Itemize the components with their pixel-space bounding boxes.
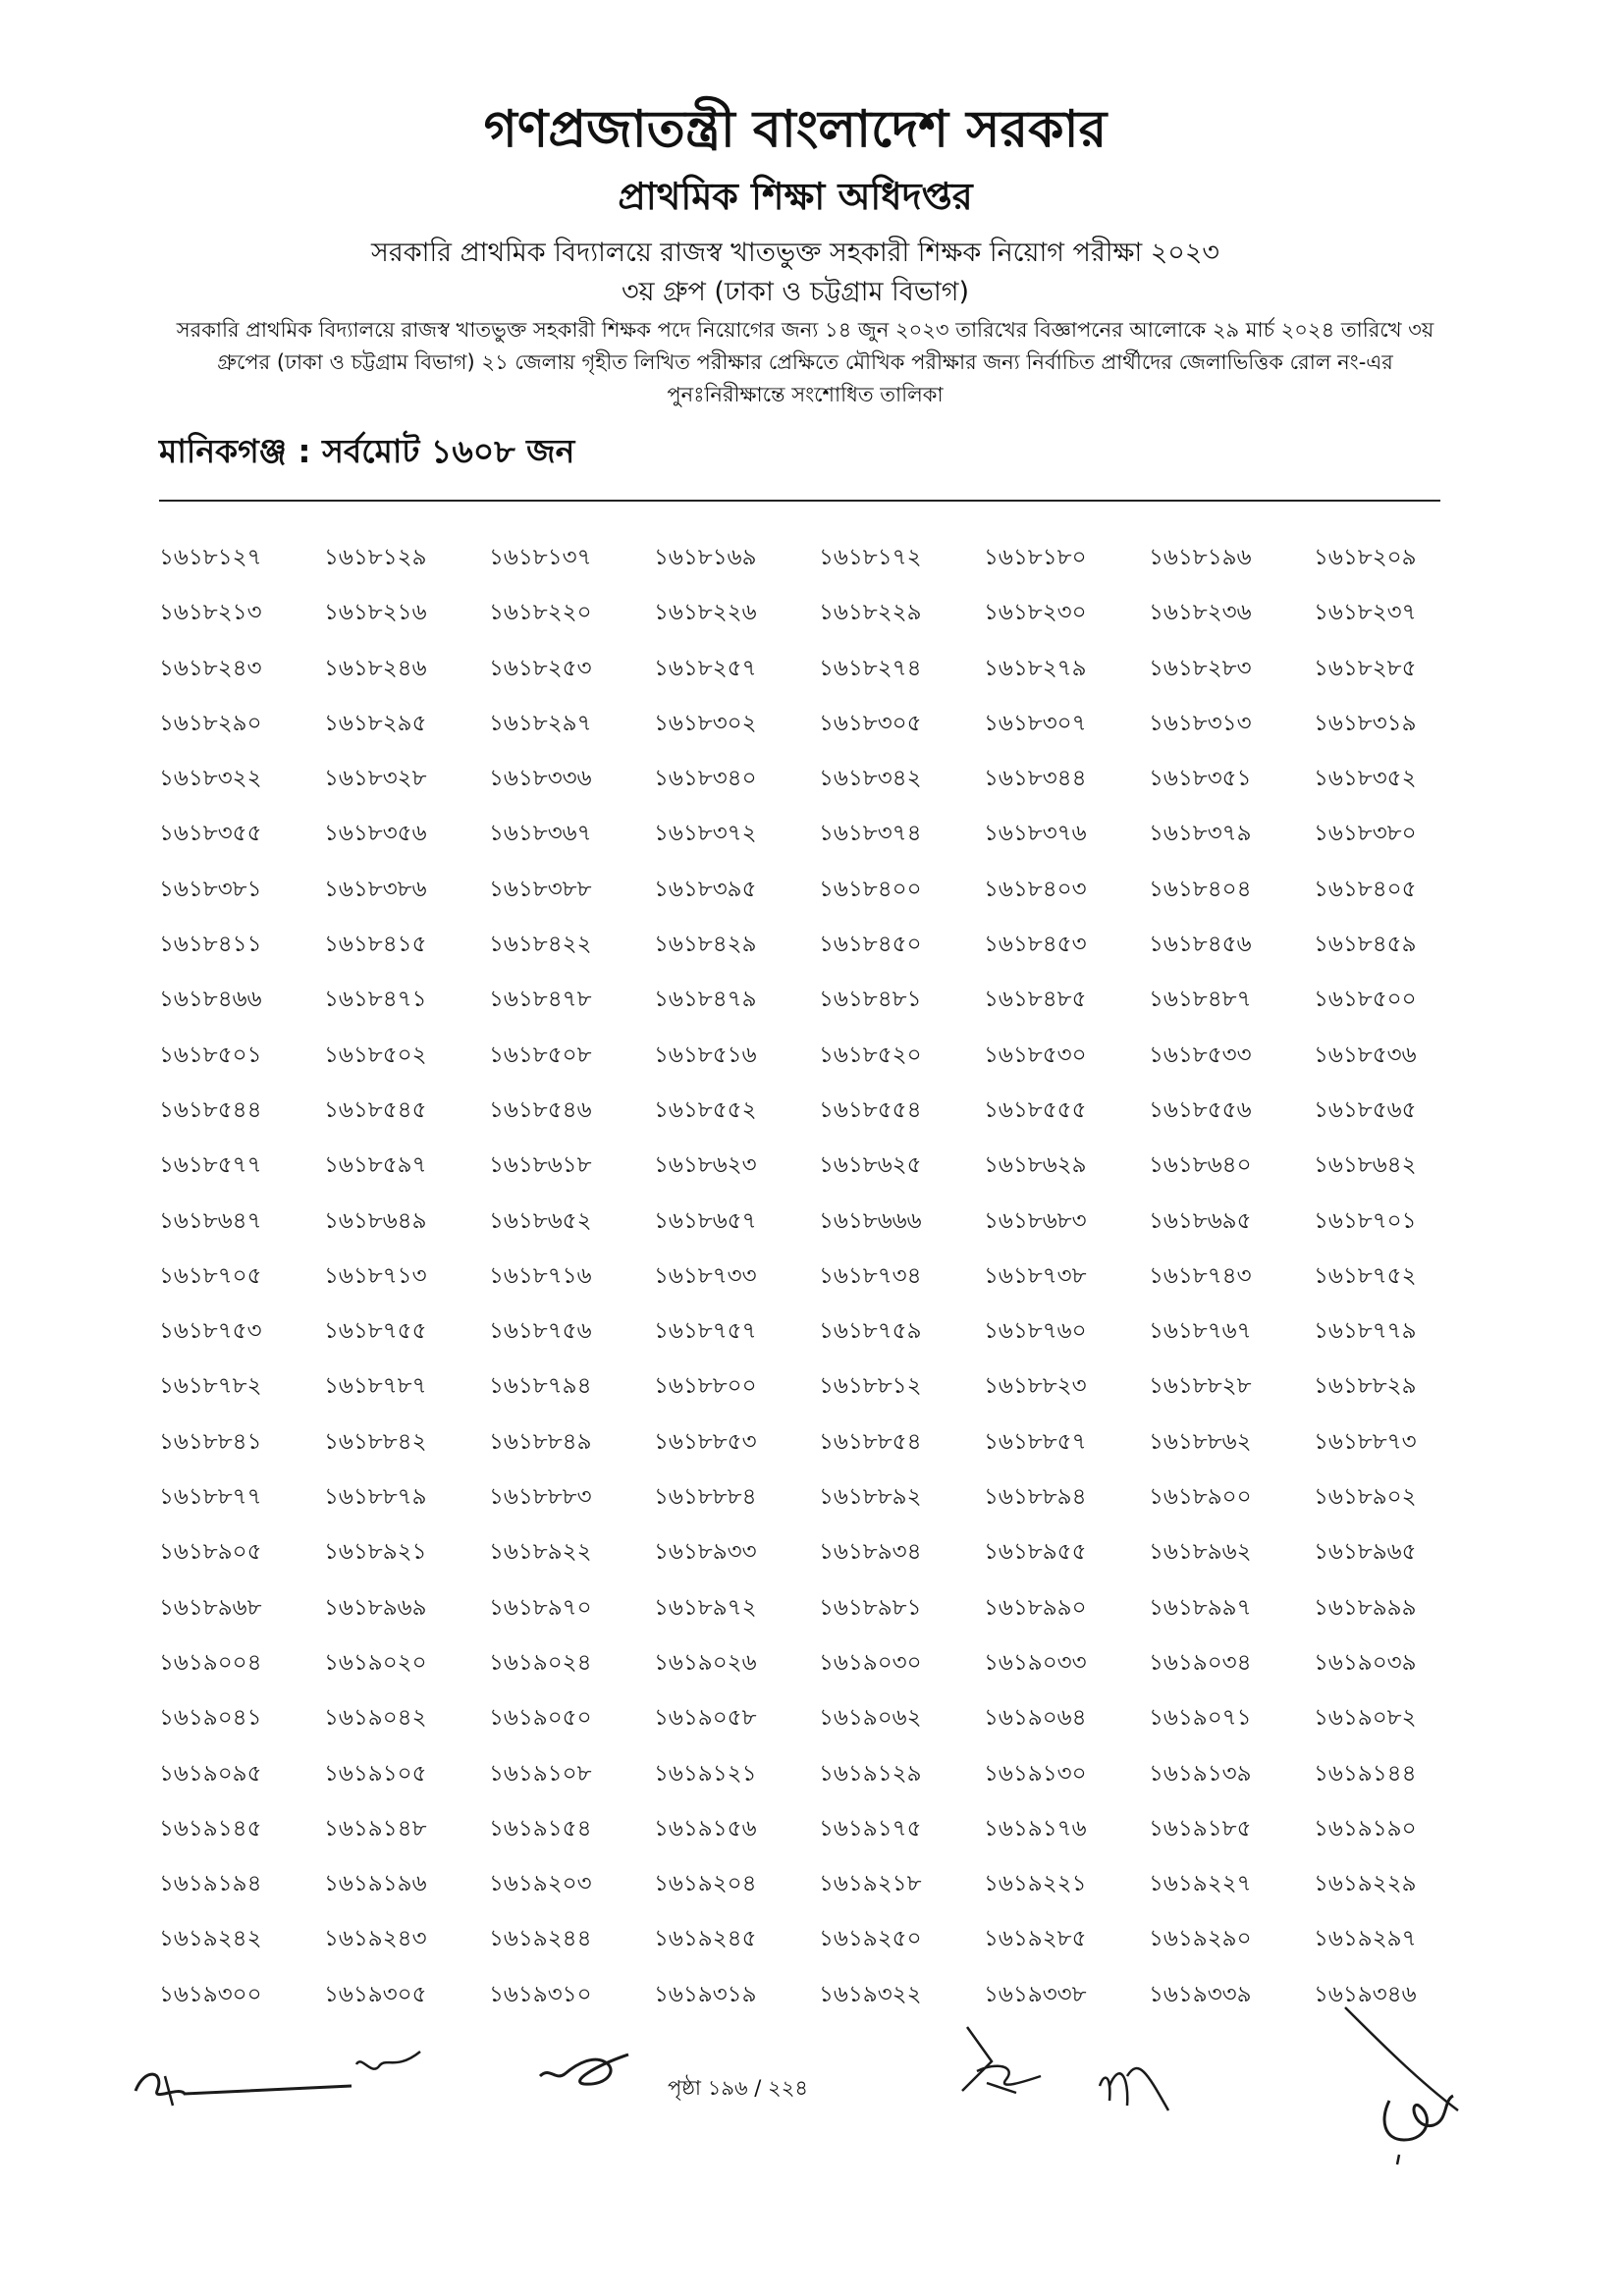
roll-number-cell: ১৬১৮৭০১ bbox=[1314, 1207, 1417, 1234]
roll-number-cell: ১৬১৯৩০৫ bbox=[324, 1981, 427, 2007]
roll-number-cell: ১৬১৮৩৩৬ bbox=[489, 766, 592, 792]
roll-number-cell: ১৬১৮৩৬৭ bbox=[489, 821, 592, 847]
roll-number-cell: ১৬১৮৩৯৫ bbox=[654, 876, 757, 902]
government-title: গণপ্রজাতন্ত্রী বাংলাদেশ সরকার bbox=[483, 100, 1108, 159]
roll-number-cell: ১৬১৮৫২০ bbox=[819, 1041, 922, 1068]
roll-number-cell: ১৬১৯০৩৪ bbox=[1149, 1649, 1252, 1676]
roll-number-cell: ১৬১৮৯৩৩ bbox=[654, 1539, 757, 1566]
roll-number-cell: ১৬১৮৬৮৩ bbox=[984, 1207, 1087, 1234]
roll-number-cell: ১৬১৯১৩০ bbox=[984, 1760, 1087, 1787]
signature-3 bbox=[957, 2022, 1046, 2101]
roll-number-cell: ১৬১৮৮৪২ bbox=[324, 1428, 427, 1455]
roll-number-cell: ১৬১৮৫৩৩ bbox=[1149, 1041, 1252, 1068]
roll-number-cell: ১৬১৯২৪৪ bbox=[489, 1926, 592, 1952]
roll-number-cell: ১৬১৮৪৫০ bbox=[819, 932, 922, 958]
roll-number-cell: ১৬১৮৩৮৮ bbox=[489, 876, 592, 902]
roll-number-cell: ১৬১৮৯০৫ bbox=[159, 1539, 262, 1566]
roll-number-cell: ১৬১৯২২৭ bbox=[1149, 1871, 1252, 1897]
roll-number-cell: ১৬১৮৭৬৭ bbox=[1149, 1318, 1252, 1345]
roll-number-cell: ১৬১৮৪০০ bbox=[819, 876, 922, 902]
roll-number-cell: ১৬১৯২৯০ bbox=[1149, 1926, 1252, 1952]
roll-number-cell: ১৬১৯৩২২ bbox=[819, 1981, 922, 2007]
roll-number-cell: ১৬১৮৩২২ bbox=[159, 766, 262, 792]
roll-number-cell: ১৬১৮৪০৩ bbox=[984, 876, 1087, 902]
roll-number-cell: ১৬১৯২০৪ bbox=[654, 1871, 757, 1897]
roll-number-cell: ১৬১৮১২৭ bbox=[159, 545, 262, 570]
roll-number-cell: ১৬১৮৫৩০ bbox=[984, 1041, 1087, 1068]
roll-number-cell: ১৬১৮৮৬২ bbox=[1149, 1428, 1252, 1455]
roll-number-cell: ১৬১৯১৭৬ bbox=[984, 1815, 1087, 1842]
roll-number-cell: ১৬১৮৫৪৬ bbox=[489, 1096, 592, 1123]
roll-number-cell: ১৬১৮৭৫৯ bbox=[819, 1318, 922, 1345]
roll-number-cell: ১৬১৮২৫৩ bbox=[489, 655, 592, 681]
roll-number-cell: ১৬১৮৩৭২ bbox=[654, 821, 757, 847]
roll-number-cell: ১৬১৯০২৬ bbox=[654, 1649, 757, 1676]
roll-number-cell: ১৬১৮১৩৭ bbox=[489, 545, 592, 570]
roll-number-cell: ১৬১৮৯৯৯ bbox=[1314, 1594, 1417, 1621]
roll-number-cell: ১৬১৯২০৩ bbox=[489, 1871, 592, 1897]
roll-number-cell: ১৬১৯১৪৮ bbox=[324, 1815, 427, 1842]
roll-number-cell: ১৬১৮৯০২ bbox=[1314, 1484, 1417, 1511]
roll-number-cell: ১৬১৮৯৯৭ bbox=[1149, 1594, 1252, 1621]
roll-number-cell: ১৬১৮৯৬৫ bbox=[1314, 1539, 1417, 1566]
signature-1 bbox=[126, 2047, 430, 2115]
roll-number-cell: ১৬১৯১৭৫ bbox=[819, 1815, 922, 1842]
roll-number-cell: ১৬১৮৪৬৬ bbox=[159, 987, 262, 1013]
roll-number-cell: ১৬১৮৫৩৬ bbox=[1314, 1041, 1417, 1068]
roll-number-cell: ১৬১৯০৬৪ bbox=[984, 1705, 1087, 1732]
roll-number-cell: ১৬১৮৮৫৪ bbox=[819, 1428, 922, 1455]
roll-number-cell: ১৬১৯২৪৫ bbox=[654, 1926, 757, 1952]
roll-number-cell: ১৬১৯৩৩৯ bbox=[1149, 1981, 1252, 2007]
roll-number-cell: ১৬১৮৯২১ bbox=[324, 1539, 427, 1566]
roll-number-cell: ১৬১৮৯৬৮ bbox=[159, 1594, 262, 1621]
roll-number-cell: ১৬১৮৭৫৩ bbox=[159, 1318, 262, 1345]
roll-number-cell: ১৬১৮১২৯ bbox=[324, 545, 427, 570]
roll-number-cell: ১৬১৯১২৯ bbox=[819, 1760, 922, 1787]
roll-number-cell: ১৬১৮৫৪৪ bbox=[159, 1096, 262, 1123]
roll-number-cell: ১৬১৮৭৪৩ bbox=[1149, 1262, 1252, 1289]
roll-number-cell: ১৬১৮৬১৮ bbox=[489, 1152, 592, 1179]
roll-number-cell: ১৬১৯৩৩৮ bbox=[984, 1981, 1087, 2007]
roll-number-cell: ১৬১৮৭৭৯ bbox=[1314, 1318, 1417, 1345]
roll-number-cell: ১৬১৯৩০০ bbox=[159, 1981, 262, 2007]
roll-number-cell: ১৬১৮৮৫৩ bbox=[654, 1428, 757, 1455]
roll-number-cell: ১৬১৮৪২৯ bbox=[654, 932, 757, 958]
roll-number-cell: ১৬১৮৪১১ bbox=[159, 932, 262, 958]
roll-number-cell: ১৬১৮৩৫২ bbox=[1314, 766, 1417, 792]
roll-number-cell: ১৬১৮৯২২ bbox=[489, 1539, 592, 1566]
roll-number-cell: ১৬১৮৮০০ bbox=[654, 1373, 757, 1400]
roll-number-cell: ১৬১৮৬২৯ bbox=[984, 1152, 1087, 1179]
roll-number-cell: ১৬১৮৭৮২ bbox=[159, 1373, 262, 1400]
roll-number-cell: ১৬১৮২৯০ bbox=[159, 710, 262, 736]
district-total-heading: মানিকগঞ্জ : সর্বমোট ১৬০৮ জন bbox=[159, 432, 575, 470]
roll-number-cell: ১৬১৮৬৪২ bbox=[1314, 1152, 1417, 1179]
roll-number-cell: ১৬১৮৯৩৪ bbox=[819, 1539, 922, 1566]
roll-number-cell: ১৬১৯০৮২ bbox=[1314, 1705, 1417, 1732]
roll-number-cell: ১৬১৯০৯৫ bbox=[159, 1760, 262, 1787]
roll-number-cell: ১৬১৮২৯৫ bbox=[324, 710, 427, 736]
roll-number-cell: ১৬১৯১৪৪ bbox=[1314, 1760, 1417, 1787]
roll-number-cell: ১৬১৯০৭১ bbox=[1149, 1705, 1252, 1732]
roll-number-cell: ১৬১৮৫৯৭ bbox=[324, 1152, 427, 1179]
roll-number-cell: ১৬১৯০২০ bbox=[324, 1649, 427, 1676]
roll-number-cell: ১৬১৯০৩০ bbox=[819, 1649, 922, 1676]
roll-number-cell: ১৬১৮২৩০ bbox=[984, 600, 1087, 626]
roll-number-cell: ১৬১৮৩০৫ bbox=[819, 710, 922, 736]
roll-number-cell: ১৬১৮১৮০ bbox=[984, 545, 1087, 570]
roll-number-cell: ১৬১৯২২৯ bbox=[1314, 1871, 1417, 1897]
roll-number-cell: ১৬১৮২৭৯ bbox=[984, 655, 1087, 681]
roll-number-cell: ১৬১৮৮৮৪ bbox=[654, 1484, 757, 1511]
roll-number-cell: ১৬১৮২৯৭ bbox=[489, 710, 592, 736]
roll-number-cell: ১৬১৮৪৮৭ bbox=[1149, 987, 1252, 1013]
roll-number-cell: ১৬১৮৩৭৬ bbox=[984, 821, 1087, 847]
notice-description: সরকারি প্রাথমিক বিদ্যালয়ে রাজস্ব খাতভুক্ত সহকারী শিক্ষক পদে নিয়োগের জন্য ১৪ জুন ২০২৩ তারিখের বিজ্ঞাপনের আলোকে ২৯ মার্চ ২০২৪ তারিখে ৩য় গ্রুপের (ঢাকা ও চট্টগ্রাম বিভাগ) ২১ জেলায় গৃহীত লিখিত পরীক্ষার প্রেক্ষিতে মৌখিক পরীক্ষার জন্য নির্বাচিত প্রার্থীদের জেলাভিত্তিক রোল নং-এর পুনঃনিরীক্ষান্তে সংশোধিত তালিকা bbox=[176, 318, 1434, 406]
roll-number-cell: ১৬১৮২৭৪ bbox=[819, 655, 922, 681]
roll-number-cell: ১৬১৮৯৮১ bbox=[819, 1594, 922, 1621]
heading-divider bbox=[159, 500, 1440, 502]
roll-number-cell: ১৬১৯০৬২ bbox=[819, 1705, 922, 1732]
roll-number-table bbox=[159, 530, 1455, 2022]
signature-5 bbox=[1340, 2002, 1478, 2169]
roll-number-cell: ১৬১৯২২১ bbox=[984, 1871, 1087, 1897]
roll-number-cell: ১৬১৮৮২৩ bbox=[984, 1373, 1087, 1400]
roll-number-cell: ১৬১৮৭৫২ bbox=[1314, 1262, 1417, 1289]
roll-number-cell: ১৬১৮৩২৮ bbox=[324, 766, 427, 792]
roll-number-cell: ১৬১৮২০৯ bbox=[1314, 545, 1417, 570]
roll-number-cell: ১৬১৯৩১৯ bbox=[654, 1981, 757, 2007]
exam-title: সরকারি প্রাথমিক বিদ্যালয়ে রাজস্ব খাতভুক্ত সহকারী শিক্ষক নিয়োগ পরীক্ষা ২০২৩ bbox=[371, 238, 1219, 268]
roll-number-cell: ১৬১৯৩৪৬ bbox=[1314, 1981, 1417, 2007]
roll-number-cell: ১৬১৮৯৬২ bbox=[1149, 1539, 1252, 1566]
roll-number-cell: ১৬১৮৬৪৭ bbox=[159, 1207, 262, 1234]
roll-number-cell: ১৬১৮৭৯৪ bbox=[489, 1373, 592, 1400]
roll-number-cell: ১৬১৮৫০১ bbox=[159, 1041, 262, 1068]
roll-number-cell: ১৬১৮৮৯২ bbox=[819, 1484, 922, 1511]
roll-number-cell: ১৬১৮৭৫৫ bbox=[324, 1318, 427, 1345]
roll-number-cell: ১৬১৮৫৫৬ bbox=[1149, 1096, 1252, 1123]
roll-number-cell: ১৬১৯১৫৪ bbox=[489, 1815, 592, 1842]
roll-number-cell: ১৬১৮১৯৬ bbox=[1149, 545, 1252, 570]
roll-number-cell: ১৬১৯১৩৯ bbox=[1149, 1760, 1252, 1787]
roll-number-cell: ১৬১৮৫০৮ bbox=[489, 1041, 592, 1068]
roll-number-cell: ১৬১৮৯৬৯ bbox=[324, 1594, 427, 1621]
roll-number-cell: ১৬১৮৭৫৬ bbox=[489, 1318, 592, 1345]
roll-number-cell: ১৬১৮৩১৯ bbox=[1314, 710, 1417, 736]
roll-number-cell: ১৬১৮৪৭৯ bbox=[654, 987, 757, 1013]
roll-number-cell: ১৬১৮৪৫৩ bbox=[984, 932, 1087, 958]
roll-number-cell: ১৬১৯১৮৫ bbox=[1149, 1815, 1252, 1842]
roll-number-cell: ১৬১৮৭১৬ bbox=[489, 1262, 592, 1289]
roll-number-cell: ১৬১৮৮৭৩ bbox=[1314, 1428, 1417, 1455]
roll-number-cell: ১৬১৮৮৫৭ bbox=[984, 1428, 1087, 1455]
roll-number-cell: ১৬১৮৮২৯ bbox=[1314, 1373, 1417, 1400]
roll-number-cell: ১৬১৮২৮৩ bbox=[1149, 655, 1252, 681]
roll-number-cell: ১৬১৮৬৫৭ bbox=[654, 1207, 757, 1234]
roll-number-cell: ১৬১৮৭৬০ bbox=[984, 1318, 1087, 1345]
roll-number-cell: ১৬১৮২১৩ bbox=[159, 600, 262, 626]
roll-number-cell: ১৬১৮৭৩৮ bbox=[984, 1262, 1087, 1289]
roll-number-cell: ১৬১৯০৪১ bbox=[159, 1705, 262, 1732]
roll-number-cell: ১৬১৮৭৮৭ bbox=[324, 1373, 427, 1400]
signature-2 bbox=[535, 2037, 633, 2096]
roll-number-cell: ১৬১৯১৯০ bbox=[1314, 1815, 1417, 1842]
roll-number-cell: ১৬১৮২১৬ bbox=[324, 600, 427, 626]
roll-number-cell: ১৬১৮১৭২ bbox=[819, 545, 922, 570]
roll-number-cell: ১৬১৮৮৪৯ bbox=[489, 1428, 592, 1455]
roll-number-cell: ১৬১৮৮৯৪ bbox=[984, 1484, 1087, 1511]
roll-number-cell: ১৬১৮৩৫১ bbox=[1149, 766, 1252, 792]
roll-number-cell: ১৬১৮৩৭৪ bbox=[819, 821, 922, 847]
roll-number-cell: ১৬১৯২১৮ bbox=[819, 1871, 922, 1897]
roll-number-cell: ১৬১৮৮৪১ bbox=[159, 1428, 262, 1455]
roll-number-cell: ১৬১৮৯৭০ bbox=[489, 1594, 592, 1621]
signature-4 bbox=[1090, 2047, 1178, 2115]
roll-number-cell: ১৬১৮৫১৬ bbox=[654, 1041, 757, 1068]
roll-number-cell: ১৬১৮২৮৫ bbox=[1314, 655, 1417, 681]
roll-number-cell: ১৬১৮৭১৩ bbox=[324, 1262, 427, 1289]
roll-number-cell: ১৬১৮৫০০ bbox=[1314, 987, 1417, 1013]
roll-number-cell: ১৬১৮৮৭৭ bbox=[159, 1484, 262, 1511]
roll-number-cell: ১৬১৮৪৭৮ bbox=[489, 987, 592, 1013]
roll-number-cell: ১৬১৮৮২৮ bbox=[1149, 1373, 1252, 1400]
roll-number-cell: ১৬১৮৬৪৯ bbox=[324, 1207, 427, 1234]
roll-number-cell: ১৬১৯০২৪ bbox=[489, 1649, 592, 1676]
roll-number-cell: ১৬১৮৮৭৯ bbox=[324, 1484, 427, 1511]
roll-number-cell: ১৬১৯০০৪ bbox=[159, 1649, 262, 1676]
roll-number-cell: ১৬১৯২৪৩ bbox=[324, 1926, 427, 1952]
roll-number-cell: ১৬১৮২৪৬ bbox=[324, 655, 427, 681]
roll-number-cell: ১৬১৯২৮৫ bbox=[984, 1926, 1087, 1952]
roll-number-cell: ১৬১৮৩৫৫ bbox=[159, 821, 262, 847]
roll-number-cell: ১৬১৮৬৯৫ bbox=[1149, 1207, 1252, 1234]
roll-number-cell: ১৬১৮৩০২ bbox=[654, 710, 757, 736]
roll-number-cell: ১৬১৮৪৮১ bbox=[819, 987, 922, 1013]
roll-number-cell: ১৬১৮৩৮০ bbox=[1314, 821, 1417, 847]
roll-number-cell: ১৬১৮৫৪৫ bbox=[324, 1096, 427, 1123]
roll-number-cell: ১৬১৮৬৪০ bbox=[1149, 1152, 1252, 1179]
roll-number-cell: ১৬১৯০৩৩ bbox=[984, 1649, 1087, 1676]
roll-number-cell: ১৬১৮৪০৫ bbox=[1314, 876, 1417, 902]
roll-number-cell: ১৬১৮৬২৫ bbox=[819, 1152, 922, 1179]
roll-number-cell: ১৬১৮৩৪০ bbox=[654, 766, 757, 792]
roll-number-cell: ১৬১৮৪৫৬ bbox=[1149, 932, 1252, 958]
roll-number-cell: ১৬১৮৩৪৪ bbox=[984, 766, 1087, 792]
roll-number-cell: ১৬১৮৩৫৬ bbox=[324, 821, 427, 847]
roll-number-cell: ১৬১৮৬৬৬ bbox=[819, 1207, 922, 1234]
roll-number-cell: ১৬১৯১৯৬ bbox=[324, 1871, 427, 1897]
roll-number-cell: ১৬১৮৮১২ bbox=[819, 1373, 922, 1400]
roll-number-cell: ১৬১৯০৩৯ bbox=[1314, 1649, 1417, 1676]
roll-number-cell: ১৬১৮৫০২ bbox=[324, 1041, 427, 1068]
roll-number-cell: ১৬১৮৩০৭ bbox=[984, 710, 1087, 736]
roll-number-cell: ১৬১৮৯৭২ bbox=[654, 1594, 757, 1621]
roll-number-cell: ১৬১৯০৫৮ bbox=[654, 1705, 757, 1732]
roll-number-cell: ১৬১৮৫৭৭ bbox=[159, 1152, 262, 1179]
roll-number-cell: ১৬১৮৫৫২ bbox=[654, 1096, 757, 1123]
roll-number-cell: ১৬১৮৫৫৪ bbox=[819, 1096, 922, 1123]
roll-number-cell: ১৬১৮৯৫৫ bbox=[984, 1539, 1087, 1566]
roll-number-cell: ১৬১৯১৪৫ bbox=[159, 1815, 262, 1842]
roll-number-cell: ১৬১৮৪০৪ bbox=[1149, 876, 1252, 902]
page-number: পৃষ্ঠা ১৯৬ / ২২৪ bbox=[668, 2076, 808, 2100]
roll-number-cell: ১৬১৮২২৯ bbox=[819, 600, 922, 626]
roll-number-cell: ১৬১৮৪৫৯ bbox=[1314, 932, 1417, 958]
roll-number-cell: ১৬১৮৪৭১ bbox=[324, 987, 427, 1013]
roll-number-cell: ১৬১৮৩৭৯ bbox=[1149, 821, 1252, 847]
roll-number-cell: ১৬১৯১০৫ bbox=[324, 1760, 427, 1787]
roll-number-cell: ১৬১৮১৬৯ bbox=[654, 545, 757, 570]
roll-number-cell: ১৬১৮৭৩৪ bbox=[819, 1262, 922, 1289]
roll-number-cell: ১৬১৮৭৫৭ bbox=[654, 1318, 757, 1345]
roll-number-cell: ১৬১৯২৯৭ bbox=[1314, 1926, 1417, 1952]
roll-number-cell: ১৬১৯২৪২ bbox=[159, 1926, 262, 1952]
roll-number-cell: ১৬১৮৪৮৫ bbox=[984, 987, 1087, 1013]
roll-number-cell: ১৬১৮৫৫৫ bbox=[984, 1096, 1087, 1123]
roll-number-cell: ১৬১৮২৫৭ bbox=[654, 655, 757, 681]
roll-number-cell: ১৬১৮৬২৩ bbox=[654, 1152, 757, 1179]
roll-number-cell: ১৬১৮৫৬৫ bbox=[1314, 1096, 1417, 1123]
roll-number-cell: ১৬১৯১৫৬ bbox=[654, 1815, 757, 1842]
roll-number-cell: ১৬১৯০৫০ bbox=[489, 1705, 592, 1732]
roll-number-cell: ১৬১৮৪১৫ bbox=[324, 932, 427, 958]
roll-number-cell: ১৬১৮৩৮৬ bbox=[324, 876, 427, 902]
roll-number-cell: ১৬১৯১২১ bbox=[654, 1760, 757, 1787]
roll-number-cell: ১৬১৮৩৮১ bbox=[159, 876, 262, 902]
roll-number-cell: ১৬১৮৩৪২ bbox=[819, 766, 922, 792]
roll-number-cell: ১৬১৯১৯৪ bbox=[159, 1871, 262, 1897]
roll-number-cell: ১৬১৮৯৯০ bbox=[984, 1594, 1087, 1621]
roll-number-cell: ১৬১৮৪২২ bbox=[489, 932, 592, 958]
roll-number-cell: ১৬১৮৬৫২ bbox=[489, 1207, 592, 1234]
group-title: ৩য় গ্রুপ (ঢাকা ও চট্টগ্রাম বিভাগ) bbox=[622, 277, 969, 307]
roll-number-cell: ১৬১৮৩১৩ bbox=[1149, 710, 1252, 736]
roll-number-cell: ১৬১৯০৪২ bbox=[324, 1705, 427, 1732]
department-title: প্রাথমিক শিক্ষা অধিদপ্তর bbox=[618, 175, 973, 218]
roll-number-cell: ১৬১৮৭০৫ bbox=[159, 1262, 262, 1289]
roll-number-cell: ১৬১৮২২৬ bbox=[654, 600, 757, 626]
roll-number-cell: ১৬১৮৯০০ bbox=[1149, 1484, 1252, 1511]
roll-number-cell: ১৬১৯২৫০ bbox=[819, 1926, 922, 1952]
roll-number-cell: ১৬১৮২৩৭ bbox=[1314, 600, 1417, 626]
roll-number-cell: ১৬১৮২৩৬ bbox=[1149, 600, 1252, 626]
roll-number-cell: ১৬১৮২৪৩ bbox=[159, 655, 262, 681]
roll-number-cell: ১৬১৯৩১০ bbox=[489, 1981, 592, 2007]
roll-number-cell: ১৬১৮৭৩৩ bbox=[654, 1262, 757, 1289]
roll-number-cell: ১৬১৯১০৮ bbox=[489, 1760, 592, 1787]
roll-number-cell: ১৬১৮২২০ bbox=[489, 600, 592, 626]
roll-number-cell: ১৬১৮৮৮৩ bbox=[489, 1484, 592, 1511]
